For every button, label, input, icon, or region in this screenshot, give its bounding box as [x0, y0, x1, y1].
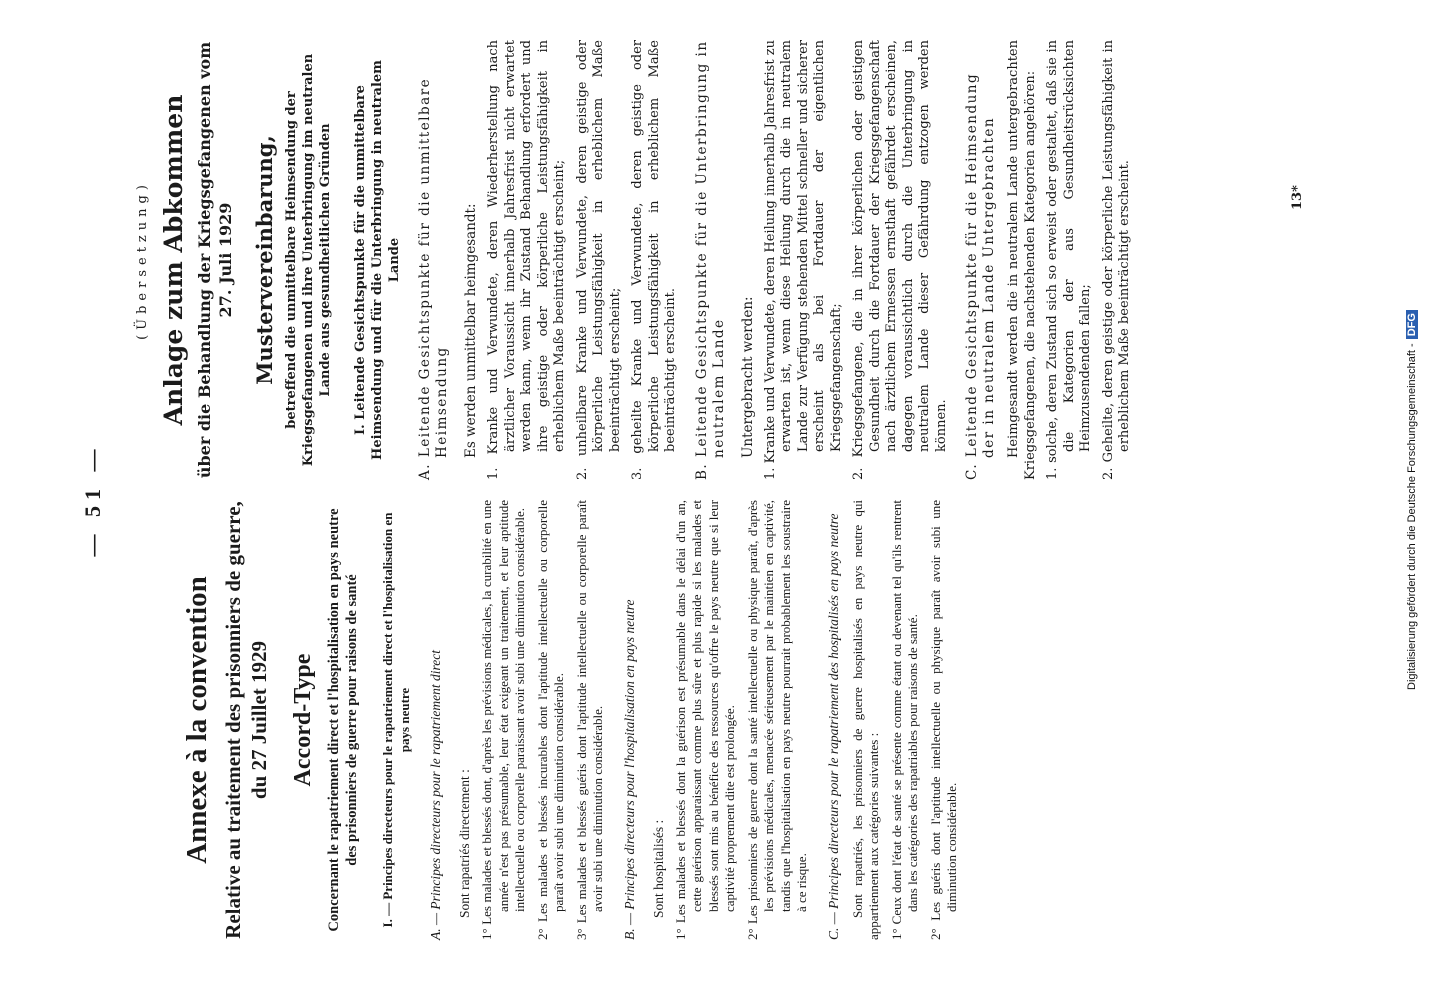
fr-section-c-intro: Sont rapatriés, les prisonniers de guerre hospitalisés en pays neutre qui appartiennent aux catégories suivantes :: [849, 500, 881, 940]
fr-section-a-intro: Sont rapatriés directement :: [457, 769, 472, 918]
de-a-item: 1. Kranke und Verwundete, deren Wiederherstellung nach ärztlicher Voraussicht innerhalb Jahresfrist nicht erwartet werden kann, wenn ihr Zustand Behandlung erfordert und ihre geistige oder körperliche Leistungsfähigkeit in erheblichem Maße beeinträchtigt erscheint;: [486, 40, 567, 480]
fr-section-c-title: C. — Principes directeurs pour le rapatriement des hospitalisés en pays neutre: [825, 513, 841, 940]
fr-section-i: I. — Principes directeurs pour le rapatriement direct et l'hospitalisation en pays neutre: [380, 512, 412, 928]
de-b-item: 2. Kriegsgefangene, die in ihrer körperlichen oder geistigen Gesundheit durch die Fortdauer der Kriegsgefangenschaft nach ärztlichem Ermessen ernsthaft gefährdet erscheinen, dagegen voraussichtlich durch die Unterbringung in neutralem Lande dieser Gefährdung entzogen werden können.: [851, 40, 949, 480]
de-section-c-title: C. Leitende Gesichtspunkte für die Heimsendung der in neutralem Lande Untergebrachten: [964, 72, 997, 480]
de-heading: Mustervereinbarung,: [252, 135, 277, 385]
dfg-logo: DFG: [1406, 310, 1418, 339]
german-column: [135, 40, 1134, 480]
de-section-c-intro: Heimgesandt werden die in neutralem Lande untergebrachten Kriegsgefangenen, die nachstehenden Kategorien angehören:: [1006, 40, 1038, 480]
fr-heading: Accord-Type: [290, 653, 316, 787]
de-section-a-title: A. Leitende Gesichtspunkte für die unmittelbare Heimsendung: [417, 77, 450, 480]
fr-b-item: 1° Les malades et blessés dont la guérison est présumable dans le délai d'un an, cette guérison apparaissant comme plus sûre et plus rapide si les malades et blessés sont mis au bénéfice des ressources qu'offre le pays neutre que si leur captivité proprement dite est prolongée.: [672, 500, 737, 940]
fr-a-item: 1° Les malades et blessés dont, d'après les prévisions médicales, la curabilité en une année n'est pas présumable, leur état exigeant un traitement, et leur aptitude intellectuelle ou corporelle paraissant avoir subi une diminution considérable.: [479, 500, 527, 940]
de-section-b-title: B. Leitende Gesichtspunkte für die Unterbringung in neutralem Lande: [693, 40, 727, 480]
de-section-b-intro: Untergebracht werden:: [739, 296, 756, 458]
fr-subtitle: Relative au traitement des prisonniers de guerre, du 27 Juillet 1929: [221, 501, 271, 939]
fr-a-item: 3° Les malades et blessés guéris dont l'aptitude intellectuelle ou corporelle paraît avoir subi une diminution considérable.: [573, 500, 605, 940]
de-section-i: I. Leitende Gesichtspunkte für die unmittelbare Heimsendung und für die Unterbringung in neutralem Lande: [353, 60, 402, 460]
fr-section-a-title: A. — Principes directeurs pour le rapatriement direct: [428, 650, 443, 940]
de-translation-note: (Übersetzung): [135, 180, 150, 340]
fr-section-b-intro: Sont hospitalisés :: [650, 819, 666, 918]
fr-section-b-title: B. — Principes directeurs pour l'hospitalisation en pays neutre: [621, 599, 637, 940]
de-subtitle: über die Behandlung der Kriegsgefangenen vom 27. Juli 1929: [195, 41, 235, 479]
digitization-credit: [1406, 100, 1422, 900]
de-a-item: 2. unheilbare Kranke und Verwundete, deren geistige oder körperliche Leistungsfähigkeit in erheblichem Maße beeinträchtigt erscheint;: [574, 40, 623, 480]
de-section-a-intro: Es werden unmittelbar heimgesandt:: [463, 203, 479, 458]
fr-a-item: 2° Les malades et blessés incurables dont l'aptitude intellectuelle ou corporelle paraît avoir subi une diminution considérable.: [534, 500, 566, 940]
digitization-credit-text: Digitalisierung gefördert durch die Deutsche Forschungsgemeinschaft -: [1406, 343, 1418, 690]
de-a-item: 3. geheilte Kranke und Verwundete, deren geistige oder körperliche Leistungsfähigkeit in erheblichem Maße beeinträchtigt erscheint.: [630, 40, 678, 480]
de-title: Anlage zum Abkommen: [159, 94, 188, 426]
de-c-item: 1. solche, deren Zustand sich so erweist oder gestaltet, daß sie in die Kategorien der aus Gesundheitsrücksichten Heimzusendenden fallen;: [1045, 40, 1093, 480]
fr-c-item: 2° Les guéris dont l'aptitude intellectuelle ou physique paraît avoir subi une diminution considérable.: [927, 500, 959, 940]
fr-c-item: 1° Ceux dont l'état de santé se présente comme étant ou devenant tel qu'ils rentrent dans les catégories des rapatriables pour raisons de santé.: [888, 500, 920, 940]
fr-heading-sub: Concernant le rapatriement direct et l'hospitalisation en pays neutre des prisonniers de guerre pour raisons de santé: [326, 508, 360, 932]
de-b-item: 1. Kranke und Verwundete, deren Heilung innerhalb Jahresfrist zu erwarten ist, wenn diese Heilung durch die in neutralem Lande zur Verfügung stehenden Mittel schneller und sicherer erscheint als bei Fortdauer der eigentlichen Kriegsgefangenschaft;: [762, 40, 844, 480]
french-column: [135, 500, 961, 940]
page-number: — 51 —: [80, 443, 105, 557]
sheet-number: 13*: [1290, 185, 1305, 210]
fr-title: Annexe à la convention: [181, 576, 213, 864]
de-c-item: 2. Geheilte, deren geistige oder körperliche Leistungsfähigkeit in erheblichem Maße beeinträchtigt erscheint.: [1100, 40, 1132, 480]
de-heading-sub: betreffend die unmittelbare Heimsendung der Kriegsgefangenen und ihre Unterbringung im neutralen Lande aus gesundheitlichen Gründen: [284, 53, 333, 467]
fr-b-item: 2° Les prisonniers de guerre dont la santé intellectuelle ou physique paraît, d'après les prévisions médicales, menacée sérieusement par le maintien en captivité, tandis que l'hospitalisation en pays neutre pourrait probablement les soustraire à ce risque.: [744, 500, 809, 940]
